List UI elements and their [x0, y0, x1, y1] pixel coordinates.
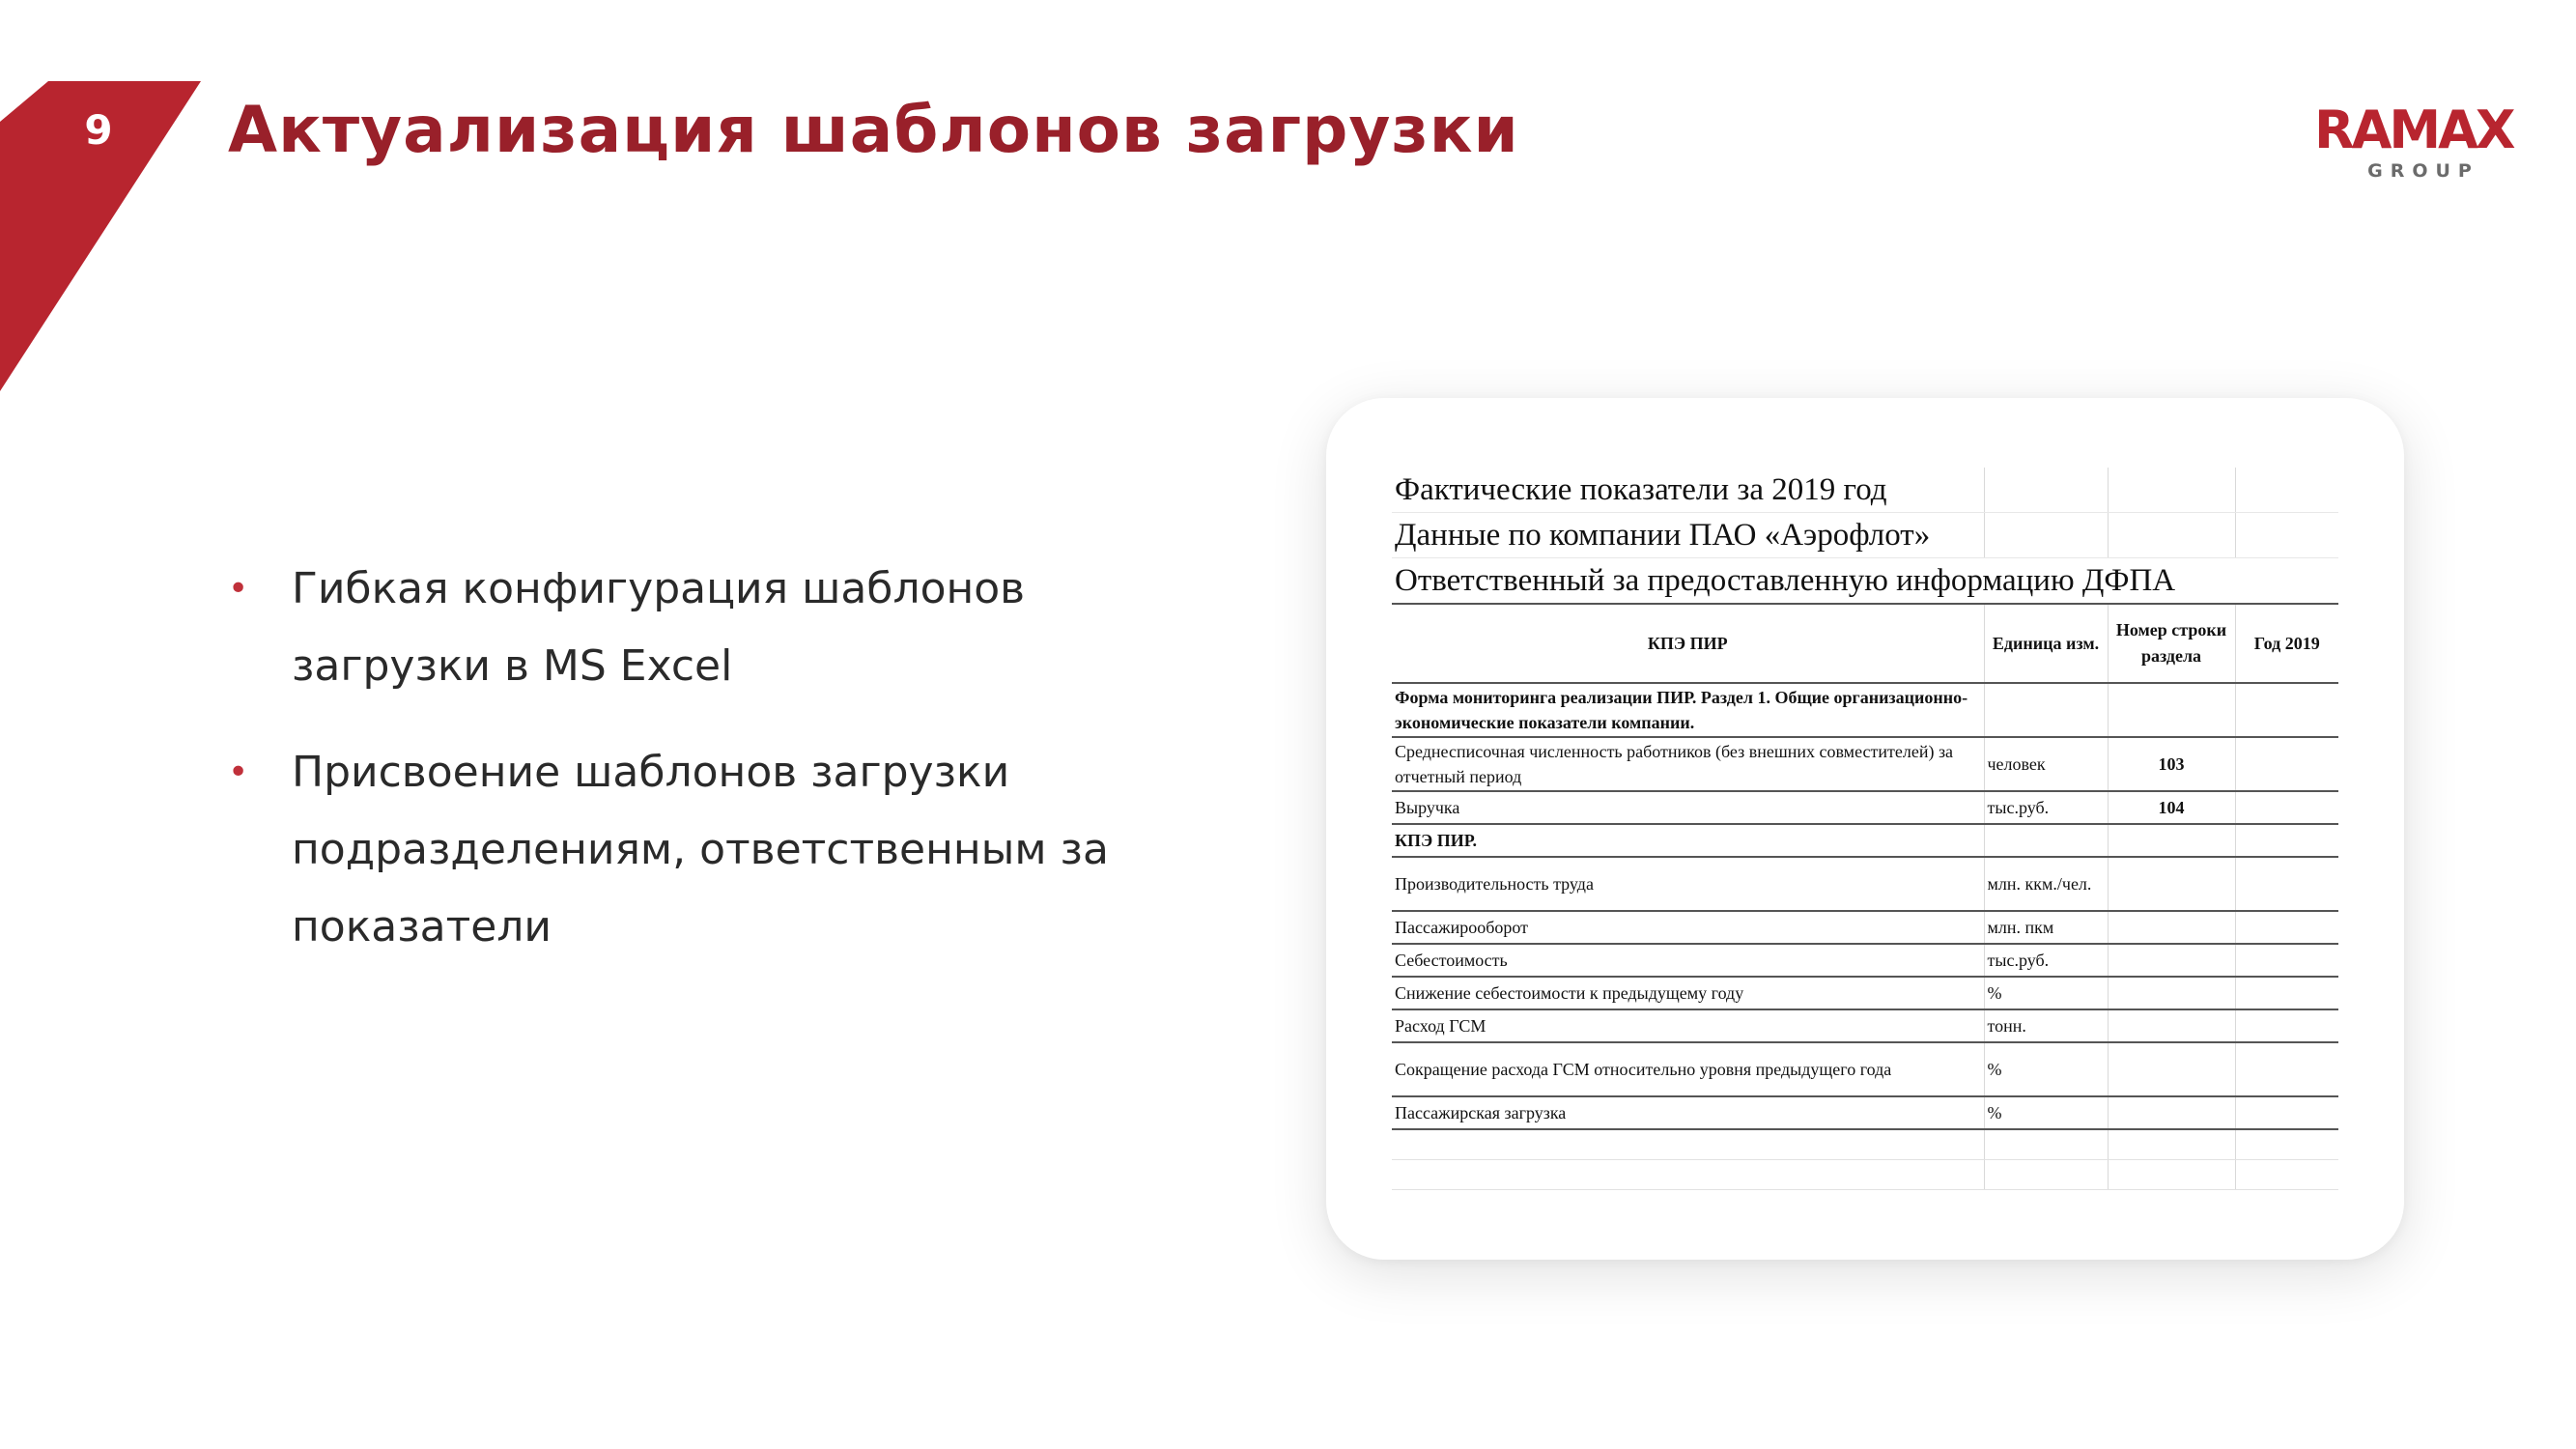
unit-cell: [1984, 683, 2108, 737]
sheet-header-period: Фактические показатели за 2019 год: [1392, 468, 1984, 513]
kpi-name-cell: Расход ГСМ: [1392, 1009, 1984, 1042]
line-number-cell: [2108, 944, 2235, 977]
kpi-name-cell: Снижение себестоимости к предыдущему году: [1392, 977, 1984, 1009]
value-cell: [2235, 791, 2338, 824]
line-number-cell: 104: [2108, 791, 2235, 824]
line-number-cell: [2108, 857, 2235, 911]
empty-cell: [2235, 1160, 2338, 1190]
value-cell: [2235, 977, 2338, 1009]
kpi-name-cell: Сокращение расхода ГСМ относительно уровня предыдущего года: [1392, 1042, 1984, 1096]
value-cell: [2235, 737, 2338, 791]
page-number: 9: [84, 106, 113, 154]
kpi-name-cell: Выручка: [1392, 791, 1984, 824]
unit-cell: человек: [1984, 737, 2108, 791]
kpi-name-cell: Пассажирооборот: [1392, 911, 1984, 944]
value-cell: [2235, 1042, 2338, 1096]
corner-accent-shape: [0, 0, 212, 396]
value-cell: [2235, 824, 2338, 857]
empty-cell: [1984, 1129, 2108, 1160]
kpi-name-cell: Среднесписочная численность работников (без внешних совместителей) за отчетный период: [1392, 737, 1984, 791]
empty-cell: [2108, 1129, 2235, 1160]
line-number-cell: [2108, 824, 2235, 857]
table-row: [1392, 791, 2338, 824]
unit-cell: [1984, 824, 2108, 857]
kpi-name-cell: Форма мониторинга реализации ПИР. Раздел 1. Общие организационно-экономические показатели компании.: [1392, 683, 1984, 737]
spreadsheet-screenshot: [1392, 468, 2338, 1202]
sheet-header-company: Данные по компании ПАО «Аэрофлот»: [1392, 513, 1984, 558]
unit-cell: %: [1984, 1096, 2108, 1129]
column-header-year: Год 2019: [2235, 604, 2338, 683]
table-row: [1392, 683, 2338, 737]
page-title: Актуализация шаблонов загрузки: [228, 93, 1519, 167]
value-cell: [2235, 944, 2338, 977]
empty-cell: [1984, 468, 2108, 513]
unit-cell: млн. пкм: [1984, 911, 2108, 944]
unit-cell: тыс.руб.: [1984, 944, 2108, 977]
value-cell: [2235, 857, 2338, 911]
line-number-cell: [2108, 1009, 2235, 1042]
empty-cell: [1392, 1129, 1984, 1160]
line-number-cell: [2108, 911, 2235, 944]
empty-cell: [1392, 1160, 1984, 1190]
table-row: [1392, 911, 2338, 944]
empty-cell: [1984, 1160, 2108, 1190]
kpi-name-cell: КПЭ ПИР.: [1392, 824, 1984, 857]
unit-cell: млн. ккм./чел.: [1984, 857, 2108, 911]
table-row: [1392, 977, 2338, 1009]
line-number-cell: [2108, 1096, 2235, 1129]
column-header-line-number: Номер строки раздела: [2108, 604, 2235, 683]
table-row: [1392, 1096, 2338, 1129]
column-header-unit: Единица изм.: [1984, 604, 2108, 683]
value-cell: [2235, 1096, 2338, 1129]
bullet-item-excel-config: • Гибкая конфигурация шаблонов загрузки в MS Excel: [224, 551, 1209, 705]
line-number-cell: [2108, 977, 2235, 1009]
ramax-logo: [2314, 99, 2513, 182]
empty-cell: [2108, 513, 2235, 558]
bullet-list: [224, 551, 1209, 995]
unit-cell: %: [1984, 977, 2108, 1009]
table-row: [1392, 1009, 2338, 1042]
empty-cell: [2108, 1160, 2235, 1190]
value-cell: [2235, 683, 2338, 737]
logo-wordmark: RAMAX: [2314, 99, 2513, 160]
unit-cell: %: [1984, 1042, 2108, 1096]
value-cell: [2235, 911, 2338, 944]
table-row: [1392, 737, 2338, 791]
kpi-name-cell: Себестоимость: [1392, 944, 1984, 977]
bullet-item-template-assignment: • Присвоение шаблонов загрузки подразделениям, ответственным за показатели: [224, 734, 1209, 966]
kpi-name-cell: Производительность труда: [1392, 857, 1984, 911]
table-row: [1392, 824, 2338, 857]
unit-cell: тыс.руб.: [1984, 791, 2108, 824]
line-number-cell: [2108, 683, 2235, 737]
unit-cell: тонн.: [1984, 1009, 2108, 1042]
empty-cell: [2235, 1129, 2338, 1160]
sheet-header-responsible: Ответственный за предоставленную информацию ДФПА: [1392, 558, 2338, 605]
column-header-kpi: КПЭ ПИР: [1392, 604, 1984, 683]
empty-cell: [2235, 468, 2338, 513]
kpi-name-cell: Пассажирская загрузка: [1392, 1096, 1984, 1129]
table-row: [1392, 1042, 2338, 1096]
empty-cell: [2235, 513, 2338, 558]
empty-cell: [1984, 513, 2108, 558]
logo-subtitle: GROUP: [2367, 160, 2479, 182]
empty-cell: [2108, 468, 2235, 513]
table-row: [1392, 944, 2338, 977]
kpi-table: [1392, 468, 2338, 1190]
value-cell: [2235, 1009, 2338, 1042]
table-row: [1392, 857, 2338, 911]
line-number-cell: [2108, 1042, 2235, 1096]
spreadsheet-card: [1326, 398, 2404, 1260]
line-number-cell: 103: [2108, 737, 2235, 791]
